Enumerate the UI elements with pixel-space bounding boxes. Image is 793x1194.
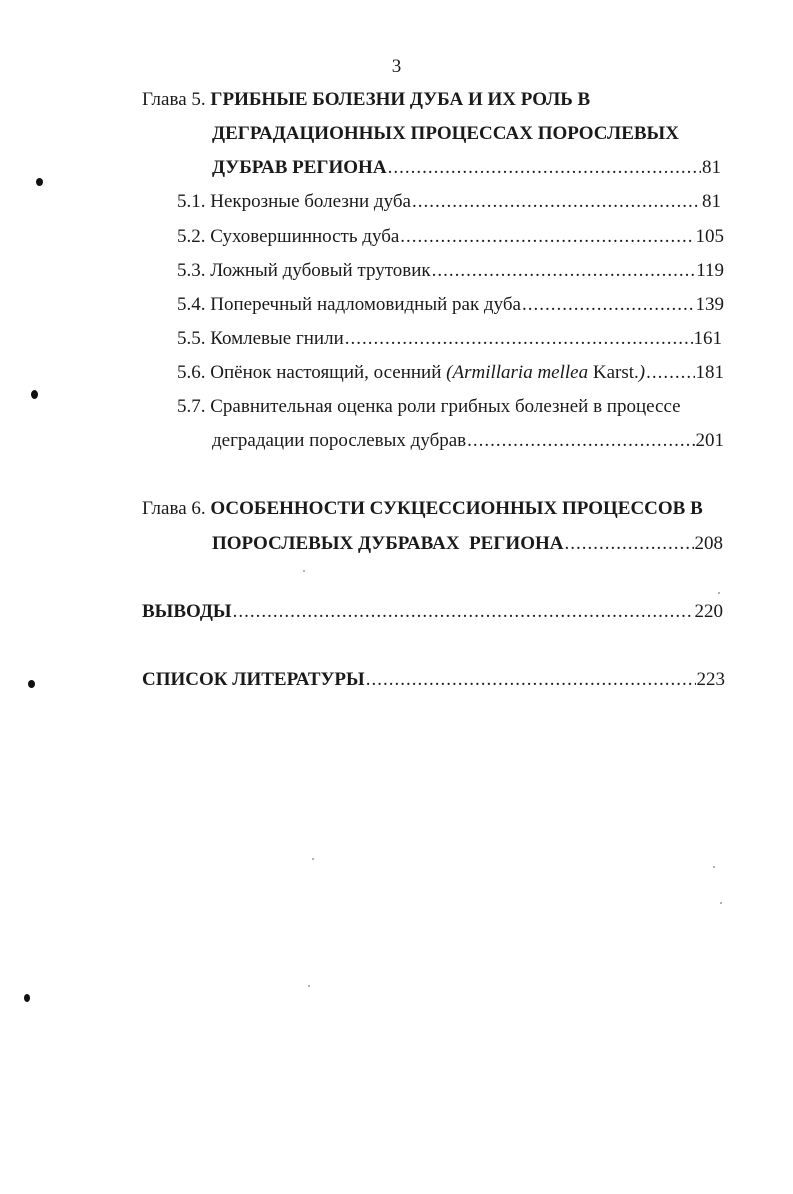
toc-entry-page: 105 <box>695 226 724 247</box>
toc-entry-text-part: 5.6. Опёнок настоящий, осенний <box>177 362 447 383</box>
toc-entry-text: 5.1. Некрозные болезни дуба <box>177 191 411 212</box>
chapter-5-title-line-3 <box>212 156 721 180</box>
scan-speck <box>31 390 38 399</box>
scan-speck <box>28 680 35 688</box>
toc-entry-5-4 <box>177 293 724 317</box>
chapter-6-title-line-2 <box>212 532 723 556</box>
chapter-6-title-line-1: ОСОБЕННОСТИ СУКЦЕССИОННЫХ ПРОЦЕССОВ В <box>210 498 703 519</box>
toc-entry-page: 139 <box>695 294 724 315</box>
toc-entry-5-7-line-1: 5.7. Сравнительная оценка роли грибных болезней в процессе <box>177 396 681 417</box>
toc-entry-page: 201 <box>695 430 724 451</box>
author-abbrev: Karst. <box>588 362 639 383</box>
dot-leader <box>522 293 695 317</box>
scan-speck <box>36 178 43 186</box>
toc-entry-page: 181 <box>695 362 724 383</box>
conclusions-title: ВЫВОДЫ <box>142 601 232 622</box>
closing-paren: ) <box>638 362 646 383</box>
toc-references <box>142 668 725 692</box>
dot-leader <box>388 156 701 180</box>
chapter-5-page: 81 <box>702 157 721 178</box>
dot-leader <box>345 327 693 351</box>
chapter-5-heading-line-1 <box>142 88 590 112</box>
scan-speck <box>312 858 314 860</box>
toc-entry-text: 5.5. Комлевые гнили <box>177 328 344 349</box>
dot-leader <box>412 190 701 214</box>
page-number: 3 <box>391 56 402 77</box>
dot-leader <box>366 668 696 692</box>
scan-speck <box>24 994 30 1002</box>
chapter-6-page: 208 <box>694 533 723 554</box>
scan-speck <box>308 985 310 987</box>
chapter-5-title-line-1: ГРИБНЫЕ БОЛЕЗНИ ДУБА И ИХ РОЛЬ В <box>210 89 591 110</box>
toc-entry-5-6 <box>177 361 724 385</box>
toc-entry-text: деградации порослевых дубрав <box>212 430 467 451</box>
species-name-italic: (Armillaria mellea <box>446 362 589 383</box>
toc-entry-5-7-line-2 <box>212 429 724 453</box>
chapter-6-prefix: Глава 6. <box>142 498 206 519</box>
scan-speck <box>720 902 722 904</box>
toc-entry-text: 5.2. Суховершинность дуба <box>177 226 400 247</box>
dot-leader <box>646 361 694 385</box>
references-title: СПИСОК ЛИТЕРАТУРЫ <box>142 669 365 690</box>
toc-entry-5-1 <box>177 190 721 214</box>
dot-leader <box>233 600 694 624</box>
toc-entry-page: 161 <box>693 328 722 349</box>
chapter-6-title-line-2-text: ПОРОСЛЕВЫХ ДУБРАВАХ РЕГИОНА <box>212 533 564 554</box>
scan-speck <box>303 570 305 572</box>
chapter-5-title-line-3-text: ДУБРАВ РЕГИОНА <box>212 157 387 178</box>
chapter-5-title-line-2: ДЕГРАДАЦИОННЫХ ПРОЦЕССАХ ПОРОСЛЕВЫХ <box>212 123 679 144</box>
scan-speck <box>713 866 715 868</box>
references-page: 223 <box>696 669 725 690</box>
toc-entry-text: 5.4. Поперечный надломовидный рак дуба <box>177 294 521 315</box>
toc-entry-text <box>177 361 645 385</box>
chapter-6-heading-line-1 <box>142 497 703 521</box>
conclusions-page: 220 <box>694 601 723 622</box>
toc-entry-5-2 <box>177 225 724 249</box>
toc-entry-text: 5.3. Ложный дубовый трутовик <box>177 260 431 281</box>
toc-entry-5-5 <box>177 327 722 351</box>
scan-speck <box>718 592 720 594</box>
chapter-5-prefix: Глава 5. <box>142 89 206 110</box>
dot-leader <box>565 532 694 556</box>
dot-leader <box>400 225 694 249</box>
toc-entry-page: 119 <box>696 260 724 281</box>
toc-entry-5-3 <box>177 259 724 283</box>
dot-leader <box>467 429 694 453</box>
dot-leader <box>432 259 696 283</box>
toc-entry-page: 81 <box>702 191 721 212</box>
toc-conclusions <box>142 600 723 624</box>
